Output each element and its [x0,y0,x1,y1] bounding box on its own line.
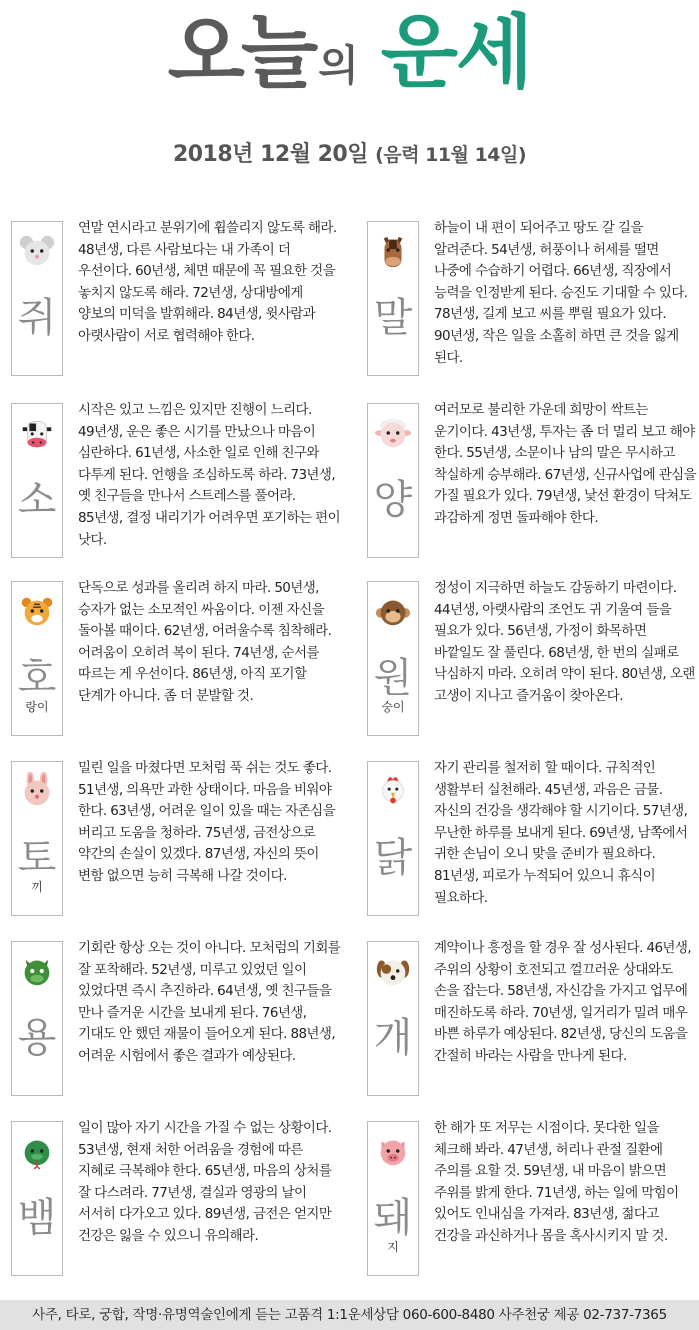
title-today: 오늘 [167,6,315,99]
title-particle: 의 [318,41,359,90]
tiger-icon [18,592,56,630]
zodiac-label-box [367,403,419,558]
dragon-icon [18,952,56,990]
dog-icon [374,952,412,990]
fortune-entry [6,938,346,1106]
zodiac-label-box [11,581,63,736]
fortune-entry [362,938,699,1106]
zodiac-name: 돼 [373,1195,413,1241]
zodiac-name: 원 [373,655,413,701]
zodiac-name: 개 [373,1015,413,1061]
zodiac-name: 토 [17,835,57,881]
page-title [0,6,699,99]
zodiac-name-suffix: 지 [387,1240,399,1254]
zodiac-name: 호 [17,655,57,701]
zodiac-name: 말 [373,295,413,341]
fortune-entry [6,218,346,386]
fortune-entry [6,578,346,746]
fortune-entry [362,400,699,568]
date-line [0,137,699,168]
zodiac-name-suffix: 끼 [31,880,43,894]
fortune-text: 일이 많아 자기 시간을 가질 수 없는 상황이다. 53년생, 현재 처한 어려움을 경험에 따른 지혜로 극복해야 한다. 65년생, 마음의 상처를 잘 다스려라. 77년생, 결실과 영광의 날이 서서히 다가오고 있다. 89년생, 금전은 얻지만 건강은 잃을 수 있으니 유의해라. [78,1120,332,1244]
fortune-entry [6,758,346,926]
monkey-icon [374,592,412,630]
zodiac-label-box [367,581,419,736]
fortune-text: 자기 관리를 철저히 할 때이다. 규칙적인 생활부터 실천해라. 45년생, 과음은 금물. 자신의 건강을 생각해야 할 시기이다. 57년생, 무난한 하루를 보내게 된다. 69년생, 남쪽에서 귀한 손님이 오니 맞을 준비가 필요하다. 81년생, 피로가 누적되어 있으니 휴식이 필요하다. [434,760,688,906]
zodiac-label-box [11,1121,63,1276]
fortune-text: 하늘이 내 편이 되어주고 땅도 갈 길을 알려준다. 54년생, 허풍이나 허세를 떨면 나중에 수습하기 어렵다. 66년생, 직장에서 능력을 인정받게 된다. 승진도 기대할 수 있다. 78년생, 길게 보고 씨를 뿌릴 필요가 있다. 90년생, 작은 일을 소홀히 하면 큰 것을 잃게 된다. [434,220,688,366]
fortune-text: 단독으로 성과를 올리려 하지 마라. 50년생, 승자가 없는 소모적인 싸움이다. 이젠 자신을 돌아볼 때이다. 62년생, 어려울수록 침착해라. 어려움이 오히려 복이 된다. 74년생, 순서를 따르는 게 우선이다. 86년생, 아직 포기할 단계가 아니다. 좀 더 분발할 것. [78,580,332,704]
zodiac-name: 소 [17,477,57,523]
zodiac-label-box [11,761,63,916]
footer-bar [0,1300,699,1330]
zodiac-name-suffix: 숭이 [381,700,405,714]
rabbit-icon [18,772,56,810]
solar-date: 2018년 12월 20일 [172,142,368,167]
snake-icon [18,1132,56,1170]
footer-text: 사주, 타로, 궁합, 작명·유명역술인에게 듣는 고품격 1:1운세상담 060-600-8480 사주천궁 제공 02-737-7365 [32,1307,667,1323]
zodiac-name-suffix: 랑이 [25,700,49,714]
zodiac-label-box [367,761,419,916]
title-fortune: 운세 [380,6,532,99]
fortune-text: 연말 연시라고 분위기에 휩쓸리지 않도록 해라. 48년생, 다른 사람보다는 내 가족이 더 우선이다. 60년생, 체면 때문에 꼭 필요한 것을 놓치지 않도록 해라. 72년생, 상대방에게 양보의 미덕을 발휘해라. 84년생, 윗사람과 아랫사람이 서로 협력해야 한다. [78,220,337,344]
fortune-entry [362,758,699,926]
fortune-text: 여러모로 불리한 가운데 희망이 싹트는 운기이다. 43년생, 투자는 좀 더 멀리 보고 해야 한다. 55년생, 소문이나 남의 말은 무시하고 착실하게 승부해라. 67년생, 신규사업에 관심을 가질 필요가 있다. 79년생, 낯선 환경이 닥쳐도 과감하게 정면 돌파해야 한다. [434,402,697,526]
zodiac-name: 닭 [373,835,413,881]
zodiac-label-box [367,1121,419,1276]
zodiac-name: 양 [373,477,413,523]
lunar-date: (음력 11월 14일) [375,144,527,166]
rooster-icon [374,772,412,810]
zodiac-name: 용 [17,1015,57,1061]
zodiac-name: 쥐 [17,295,57,341]
fortune-text: 기회란 항상 오는 것이 아니다. 모처럼의 기회를 잘 포착해라. 52년생, 미루고 있었던 일이 있었다면 즉시 추진하라. 64년생, 옛 친구들을 만나 즐거운 시간을 보내게 된다. 76년생, 기대도 안 했던 재물이 들어오게 된다. 88년생, 어려운 시험에서 좋은 결과가 예상된다. [78,940,341,1064]
fortune-entry [6,400,346,568]
fortune-text: 밀린 일을 마쳤다면 모처럼 푹 쉬는 것도 좋다. 51년생, 의욕만 과한 상태이다. 마음을 비워야 한다. 63년생, 어려운 일이 있을 때는 자존심을 버리고 도움을 청하라. 75년생, 금전상으로 약간의 손실이 있겠다. 87년생, 자신의 뜻이 변함 없으면 능히 극복해 나갈 것이다. [78,760,336,884]
zodiac-label-box [367,941,419,1096]
sheep-icon [374,414,412,452]
mouse-icon [18,232,56,270]
zodiac-label-box [11,941,63,1096]
fortune-entry [362,578,699,746]
fortune-text: 계약이나 흥정을 할 경우 잘 성사된다. 46년생, 주위의 상황이 호전되고 껄끄러운 상대와도 손을 잡는다. 58년생, 자신감을 가지고 업무에 매진하도록 하라. 70년생, 일거리가 밀려 매우 바쁜 하루가 예상된다. 82년생, 당신의 도움을 간절히 바라는 사람을 만나게 된다. [434,940,692,1064]
fortune-entry [362,1118,699,1286]
fortune-text: 정성이 지극하면 하늘도 감동하기 마련이다. 44년생, 아랫사람의 조언도 귀 기울여 들을 필요가 있다. 56년생, 가정이 화목하면 바깥일도 잘 풀린다. 68년생, 한 번의 실패로 낙심하지 마라. 오히려 약이 된다. 80년생, 오랜 고생이 지나고 즐거움이 찾아온다. [434,580,695,704]
fortune-entry [6,1118,346,1286]
horse-icon [374,232,412,270]
fortune-text: 한 해가 또 저무는 시점이다. 못다한 일을 체크해 봐라. 47년생, 허리나 관절 질환에 주의를 요할 것. 59년생, 내 마음이 밝으면 주위를 밝게 한다. 71년생, 하는 일에 막힘이 있어도 인내심을 가져라. 83년생, 젊다고 건강을 과신하거나 몸을 혹사시키지 말 것. [434,1120,679,1244]
cow-icon [18,414,56,452]
zodiac-label-box [11,221,63,376]
zodiac-label-box [11,403,63,558]
fortune-entry [362,218,699,386]
fortune-text: 시작은 있고 느낌은 있지만 진행이 느리다. 49년생, 운은 좋은 시기를 만났으나 마음이 심란하다. 61년생, 사소한 일로 인해 친구와 다투게 된다. 언행을 조심하도록 하라. 73년생, 옛 친구들을 만나서 스트레스를 풀어라. 85년생, 결정 내리기가 어려우면 포기하는 편이 낫다. [78,402,341,548]
zodiac-name: 뱀 [17,1195,57,1241]
zodiac-label-box [367,221,419,376]
pig-icon [374,1132,412,1170]
